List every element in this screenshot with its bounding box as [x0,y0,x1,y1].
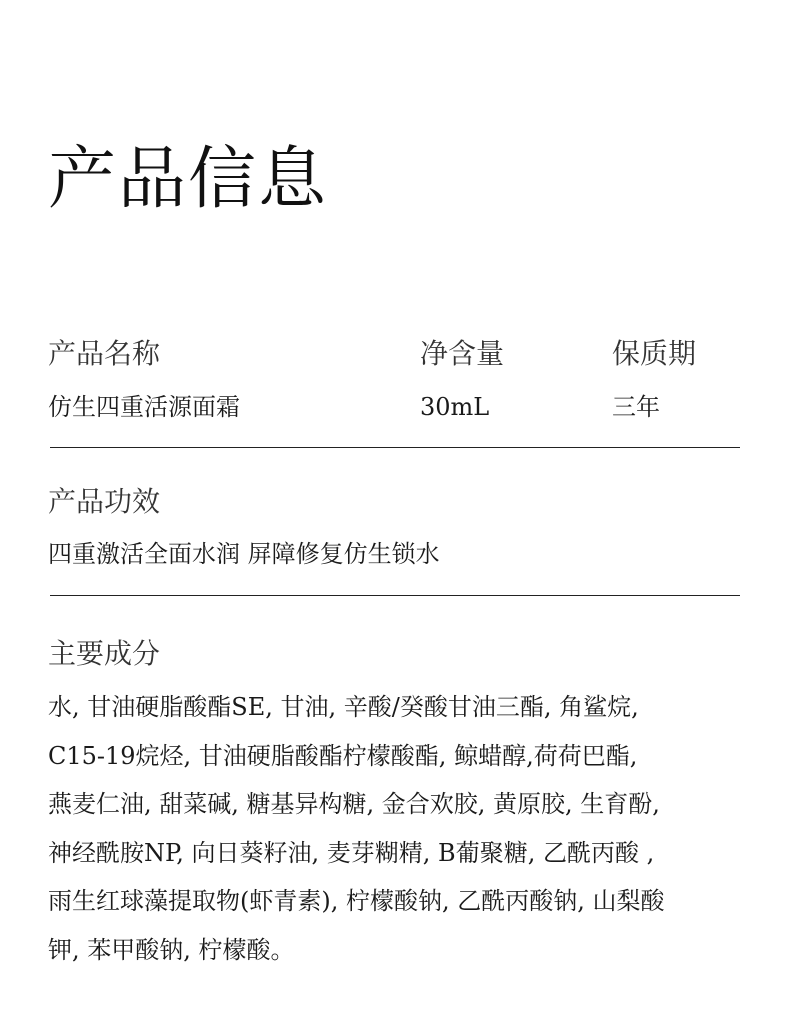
ingredients-label: 主要成分 [48,637,161,670]
product-name-value: 仿生四重活源面霜 [48,393,240,421]
ingredients-line: 雨生红球藻提取物(虾青素), 柠檬酸钠, 乙酰丙酸钠, 山梨酸 [48,887,665,915]
shelf-life-label: 保质期 [612,337,697,370]
divider [50,447,740,448]
shelf-life-value: 三年 [612,393,660,421]
efficacy-value: 四重激活全面水润 屏障修复仿生锁水 [48,540,440,568]
ingredients-line: 神经酰胺NP, 向日葵籽油, 麦芽糊精, B葡聚糖, 乙酰丙酸 , [48,838,655,867]
ingredients-line: C15-19烷烃, 甘油硬脂酸酯柠檬酸酯, 鲸蜡醇,荷荷巴酯, [48,741,638,770]
page-title: 产品信息 [48,140,329,219]
net-volume-value: 30mL [420,393,490,421]
ingredients-line: 燕麦仁油, 甜菜碱, 糖基异构糖, 金合欢胶, 黄原胶, 生育酚, [48,790,660,818]
product-name-label: 产品名称 [48,337,161,370]
divider [50,595,740,596]
net-volume-label: 净含量 [420,337,505,370]
ingredients-line: 水, 甘油硬脂酸酯SE, 甘油, 辛酸/癸酸甘油三酯, 角鲨烷, [48,693,639,721]
ingredients-list [48,683,748,974]
efficacy-label: 产品功效 [48,485,161,518]
ingredients-line: 钾, 苯甲酸钠, 柠檬酸。 [48,935,295,964]
